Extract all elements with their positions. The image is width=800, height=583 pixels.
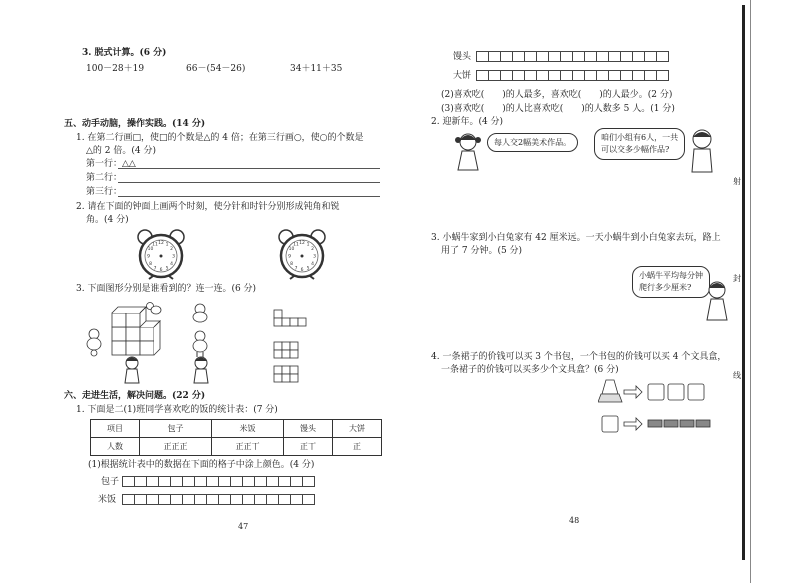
- s5-q2-line2: 角。(4 分): [86, 215, 129, 225]
- binding-label-1: 射: [733, 177, 741, 186]
- expression-2: 66－(54－26): [186, 64, 246, 74]
- row-3-answer-line[interactable]: [118, 186, 380, 197]
- page-number-left: 47: [238, 522, 249, 531]
- svg-text:1: 1: [165, 242, 169, 248]
- girl-icon: [702, 278, 732, 324]
- chick-icon: [188, 302, 213, 362]
- section-6-title: 六、走进生活，解决问题。(22 分): [64, 391, 206, 401]
- svg-text:11: 11: [293, 242, 299, 248]
- alarm-clock-icon[interactable]: [135, 228, 187, 280]
- q4-line2: 一条裙子的价钱可以买多少个文具盒？(6 分): [441, 365, 619, 375]
- svg-text:1: 1: [306, 242, 310, 248]
- speech-bubble-2-line2: 可以交多少幅作品?: [601, 145, 670, 154]
- sub-question-3: (3)喜欢吃( )的人比喜欢吃( )的人数多 5 人。(1 分): [441, 104, 675, 114]
- svg-text:4: 4: [170, 262, 173, 267]
- grid-label-mifan: 米饭: [98, 495, 117, 505]
- q3-line2: 用了 7 分钟。(5 分): [441, 246, 523, 256]
- grid-label-mantou: 馒头: [453, 52, 472, 62]
- s5-q3: 3. 下面图形分别是谁看到的？连一连。(6 分): [76, 284, 257, 294]
- speech-bubble-2-line1: 咱们小组有6人，一共: [601, 133, 679, 142]
- alarm-clock-icon[interactable]: [276, 228, 328, 280]
- stats-table: [90, 419, 382, 456]
- q3-line1: 3. 小蜗牛家到小白兔家有 42 厘米远。一天小蜗牛到小白兔家去玩，路上: [431, 233, 721, 243]
- svg-text:5: 5: [306, 266, 310, 272]
- svg-text:12: 12: [158, 241, 164, 246]
- svg-text:7: 7: [153, 266, 157, 272]
- table-cell: 正正丅: [211, 438, 283, 456]
- view-shapes-icon: [272, 308, 322, 384]
- table-header-cell: 米饭: [211, 420, 283, 438]
- calc-question-title: 3. 脱式计算。(6 分): [82, 48, 167, 58]
- table-cell: 正丅: [284, 438, 333, 456]
- row-2-label: 第二行：: [86, 173, 123, 183]
- binding-guide: [750, 0, 751, 583]
- speech-bubble-1: 每人交2幅美术作品。: [487, 133, 578, 152]
- s5-q2-line1: 2. 请在下面的钟面上画两个时刻，使分针和时针分别形成钝角和锐: [76, 202, 340, 212]
- svg-text:3: 3: [172, 254, 175, 260]
- table-header-cell: 大饼: [332, 420, 381, 438]
- girl-icon: [452, 130, 484, 174]
- svg-text:10: 10: [288, 247, 295, 252]
- table-header-cell: 包子: [139, 420, 211, 438]
- color-grid-baozi[interactable]: [123, 476, 315, 487]
- svg-text:8: 8: [149, 262, 152, 267]
- expression-1: 100－28＋19: [86, 64, 145, 74]
- sub-question-1: (1)根据统计表中的数据在下面的格子中涂上颜色。(4 分): [88, 460, 315, 470]
- svg-text:2: 2: [170, 247, 173, 252]
- svg-text:9: 9: [288, 254, 291, 260]
- table-row-label: 人数: [91, 438, 140, 456]
- binding-line: [742, 5, 745, 560]
- speech-bubble-2: [594, 128, 685, 160]
- svg-text:8: 8: [290, 262, 293, 267]
- q2-title: 2. 迎新年。(4 分): [431, 117, 504, 127]
- skirt-bag-pencilcase-icon: [598, 378, 716, 440]
- boy-icon: [685, 126, 719, 176]
- table-row: [91, 438, 382, 456]
- speech-bubble-3-line1: 小蜗牛平均每分钟: [639, 271, 703, 280]
- s5-q1-line1: 1. 在第二行画□，使□的个数是△的 4 倍；在第三行画○，使○的个数是: [76, 133, 364, 143]
- svg-text:12: 12: [299, 241, 305, 246]
- page-number-right: 48: [569, 516, 580, 525]
- row-1-label: 第一行：△△: [86, 159, 136, 169]
- color-grid-mantou[interactable]: [477, 51, 669, 62]
- svg-text:6: 6: [159, 268, 163, 273]
- color-grid-dabing[interactable]: [477, 70, 669, 81]
- binding-label-2: 封: [733, 274, 741, 283]
- binding-label-3: 线: [733, 371, 741, 380]
- s5-q1-line2: △的 2 倍。(4 分): [86, 146, 156, 156]
- svg-text:2: 2: [311, 247, 314, 252]
- speech-bubble-3-line2: 爬行多少厘米?: [639, 283, 692, 292]
- grid-label-baozi: 包子: [101, 477, 120, 487]
- girl-icon: [122, 355, 142, 385]
- svg-text:6: 6: [300, 268, 304, 273]
- q4-line1: 4. 一条裙子的价钱可以买 3 个书包，一个书包的价钱可以买 4 个文具盒，: [431, 352, 727, 362]
- svg-text:7: 7: [294, 266, 298, 272]
- row-3-label: 第三行：: [86, 187, 123, 197]
- table-cell: 正正正: [139, 438, 211, 456]
- svg-text:4: 4: [311, 262, 314, 267]
- color-grid-mifan[interactable]: [123, 494, 315, 505]
- row-2-answer-line[interactable]: [118, 172, 380, 183]
- table-header-cell: 馒头: [284, 420, 333, 438]
- svg-text:3: 3: [313, 254, 316, 260]
- row-1-answer-line[interactable]: [118, 158, 380, 169]
- svg-text:9: 9: [147, 254, 150, 260]
- girl-icon: [191, 355, 211, 385]
- table-row: [91, 420, 382, 438]
- table-cell: 正: [332, 438, 381, 456]
- sub-question-2: (2)喜欢吃( )的人最多，喜欢吃( )的人最少。(2 分): [441, 90, 673, 100]
- svg-text:11: 11: [152, 242, 158, 248]
- svg-text:5: 5: [165, 266, 169, 272]
- expression-3: 34＋11＋35: [290, 64, 343, 74]
- cube-stack-scene-icon: [82, 302, 172, 362]
- grid-label-dabing: 大饼: [453, 71, 472, 81]
- table-header-cell: 项目: [91, 420, 140, 438]
- speech-bubble-3: [632, 266, 710, 298]
- s6-q1: 1. 下面是二(1)班同学喜欢吃的饭的统计表：(7 分): [76, 405, 278, 415]
- section-5-title: 五、动手动脑，操作实践。(14 分): [64, 119, 206, 129]
- svg-text:10: 10: [147, 247, 154, 252]
